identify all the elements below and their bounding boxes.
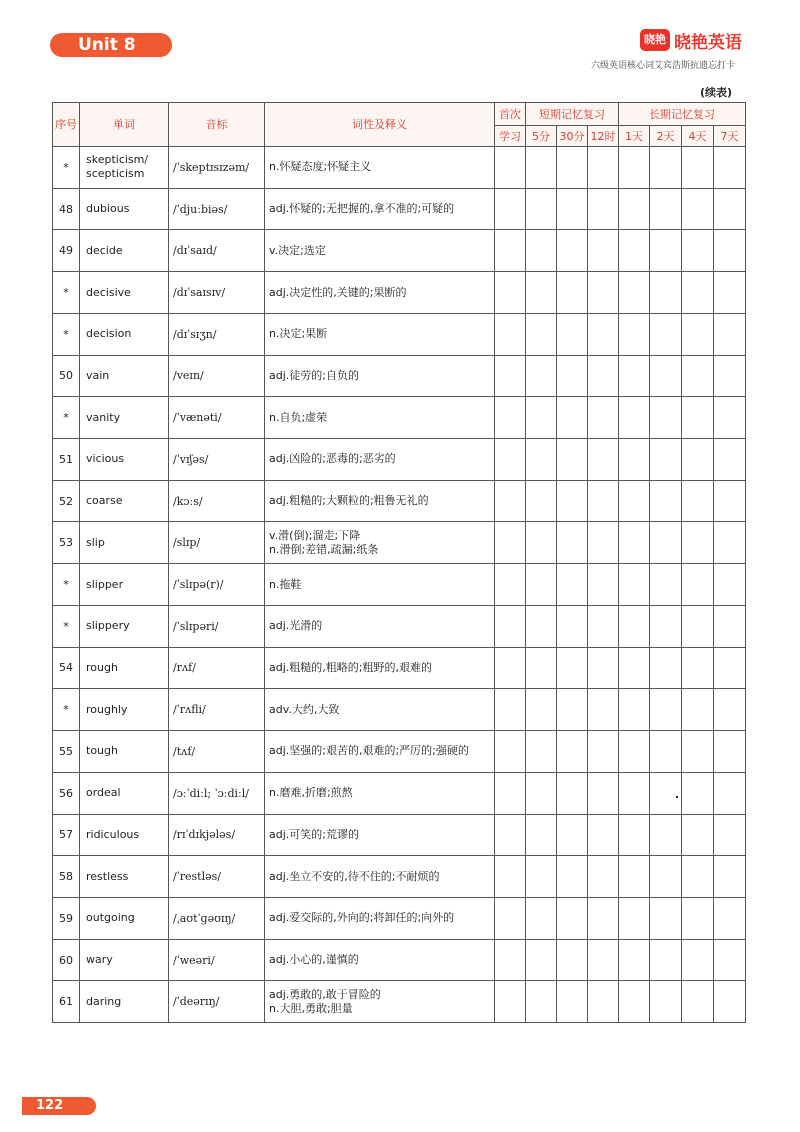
checkbox-cell[interactable] xyxy=(619,480,650,522)
checkbox-cell[interactable] xyxy=(650,564,682,606)
row-definition: adj.凶险的;恶毒的;恶劣的 xyxy=(265,439,495,481)
checkbox-cell[interactable] xyxy=(714,147,746,189)
header-first-sub: 学习 xyxy=(495,126,526,147)
checkbox-cell[interactable] xyxy=(557,355,588,397)
checkbox-cell[interactable] xyxy=(526,272,557,314)
row-phonetic: /ˈskeptɪsɪzəm/ xyxy=(169,147,265,189)
row-index: 57 xyxy=(53,814,80,856)
checkbox-cell[interactable] xyxy=(588,981,619,1023)
checkbox-cell[interactable] xyxy=(619,647,650,689)
checkbox-cell[interactable] xyxy=(526,147,557,189)
row-definition: adj.粗糙的;大颗粒的;粗鲁无礼的 xyxy=(265,480,495,522)
checkbox-cell[interactable] xyxy=(588,939,619,981)
row-definition: v.滑(倒);溜走;下降 n.滑倒;差错,疏漏;纸条 xyxy=(265,522,495,564)
checkbox-cell[interactable] xyxy=(588,147,619,189)
checkbox-cell[interactable] xyxy=(682,355,714,397)
table-row xyxy=(53,439,746,481)
header-phonetic: 音标 xyxy=(169,103,265,147)
row-definition: v.决定;选定 xyxy=(265,230,495,272)
checkbox-cell[interactable] xyxy=(682,147,714,189)
row-phonetic: /ˈvɪʃəs/ xyxy=(169,439,265,481)
table-row xyxy=(53,355,746,397)
row-word: rough xyxy=(80,647,169,689)
header-long-col: 4天 xyxy=(682,126,714,147)
header-first: 首次 xyxy=(495,103,526,126)
table-row xyxy=(53,772,746,814)
checkbox-cell[interactable] xyxy=(588,272,619,314)
row-index: 54 xyxy=(53,647,80,689)
row-phonetic: /ˈslɪpə(r)/ xyxy=(169,564,265,606)
checkbox-cell[interactable] xyxy=(588,230,619,272)
row-definition: adj.粗糙的,粗略的;粗野的,艰难的 xyxy=(265,647,495,689)
checkbox-cell[interactable] xyxy=(495,772,526,814)
checkbox-cell[interactable] xyxy=(714,856,746,898)
checkbox-cell[interactable] xyxy=(682,981,714,1023)
checkbox-cell[interactable] xyxy=(588,731,619,773)
checkbox-cell[interactable] xyxy=(682,564,714,606)
row-index: 59 xyxy=(53,897,80,939)
checkbox-cell[interactable] xyxy=(650,480,682,522)
row-definition: adj.坐立不安的,待不住的;不耐烦的 xyxy=(265,856,495,898)
table-row xyxy=(53,647,746,689)
checkbox-cell[interactable] xyxy=(526,480,557,522)
row-definition: n.拖鞋 xyxy=(265,564,495,606)
checkbox-cell[interactable] xyxy=(619,230,650,272)
checkbox-cell[interactable] xyxy=(495,564,526,606)
checkbox-cell[interactable] xyxy=(714,939,746,981)
row-index: * xyxy=(53,689,80,731)
checkbox-cell[interactable] xyxy=(588,605,619,647)
row-index: 60 xyxy=(53,939,80,981)
table-row xyxy=(53,522,746,564)
header-word: 单词 xyxy=(80,103,169,147)
checkbox-cell[interactable] xyxy=(650,230,682,272)
row-definition: adj.决定性的,关键的;果断的 xyxy=(265,272,495,314)
row-phonetic: /ˈdjuːbiəs/ xyxy=(169,188,265,230)
checkbox-cell[interactable] xyxy=(619,188,650,230)
row-phonetic: /ˌaʊtˈɡəʊɪŋ/ xyxy=(169,897,265,939)
checkbox-cell[interactable] xyxy=(526,355,557,397)
row-definition: adj.光滑的 xyxy=(265,605,495,647)
checkbox-cell[interactable] xyxy=(557,397,588,439)
checkbox-cell[interactable] xyxy=(650,897,682,939)
checkbox-cell[interactable] xyxy=(714,981,746,1023)
row-index: 55 xyxy=(53,731,80,773)
checkbox-cell[interactable] xyxy=(619,689,650,731)
checkbox-cell[interactable] xyxy=(588,814,619,856)
page-number: 122 xyxy=(22,1097,96,1115)
checkbox-cell[interactable] xyxy=(619,313,650,355)
checkbox-cell[interactable] xyxy=(714,605,746,647)
row-word: decide xyxy=(80,230,169,272)
checkbox-cell[interactable] xyxy=(526,522,557,564)
checkbox-cell[interactable] xyxy=(495,188,526,230)
checkbox-cell[interactable] xyxy=(650,856,682,898)
checkbox-cell[interactable] xyxy=(650,689,682,731)
row-word: coarse xyxy=(80,480,169,522)
row-phonetic: /ˈdeərɪŋ/ xyxy=(169,981,265,1023)
checkbox-cell[interactable] xyxy=(682,522,714,564)
checkbox-cell[interactable] xyxy=(682,689,714,731)
checkbox-cell[interactable] xyxy=(526,856,557,898)
row-word: slip xyxy=(80,522,169,564)
row-phonetic: /dɪˈsɪʒn/ xyxy=(169,313,265,355)
checkbox-cell[interactable] xyxy=(682,897,714,939)
checkbox-cell[interactable] xyxy=(526,981,557,1023)
header-short-col: 30分 xyxy=(557,126,588,147)
row-index: * xyxy=(53,272,80,314)
row-word: roughly xyxy=(80,689,169,731)
vocab-table xyxy=(52,102,746,1023)
row-definition: n.磨难,折磨;煎熬 xyxy=(265,772,495,814)
checkbox-cell[interactable] xyxy=(714,647,746,689)
checkbox-cell[interactable] xyxy=(557,147,588,189)
row-phonetic: /dɪˈsaɪd/ xyxy=(169,230,265,272)
row-word: ordeal xyxy=(80,772,169,814)
row-word: wary xyxy=(80,939,169,981)
checkbox-cell[interactable] xyxy=(650,605,682,647)
brand-logo: 晓艳 xyxy=(640,29,670,51)
checkbox-cell[interactable] xyxy=(714,313,746,355)
header-short-col: 5分 xyxy=(526,126,557,147)
brand xyxy=(640,26,742,54)
row-phonetic: /ˈrestləs/ xyxy=(169,856,265,898)
row-index: * xyxy=(53,397,80,439)
row-word: decision xyxy=(80,313,169,355)
row-definition: adj.怀疑的;无把握的,拿不准的;可疑的 xyxy=(265,188,495,230)
row-index: 53 xyxy=(53,522,80,564)
checkbox-cell[interactable] xyxy=(588,397,619,439)
table-row xyxy=(53,814,746,856)
table-row xyxy=(53,188,746,230)
row-definition: adv.大约,大致 xyxy=(265,689,495,731)
checkbox-cell[interactable] xyxy=(714,689,746,731)
row-phonetic: /dɪˈsaɪsɪv/ xyxy=(169,272,265,314)
checkbox-cell[interactable] xyxy=(557,772,588,814)
row-index: 52 xyxy=(53,480,80,522)
checkbox-cell[interactable] xyxy=(650,355,682,397)
checkbox-cell[interactable] xyxy=(714,814,746,856)
checkbox-cell[interactable] xyxy=(714,772,746,814)
header-long-col: 2天 xyxy=(650,126,682,147)
checkbox-cell[interactable] xyxy=(714,564,746,606)
checkbox-cell[interactable] xyxy=(619,272,650,314)
checkbox-cell[interactable] xyxy=(588,897,619,939)
checkbox-cell[interactable] xyxy=(495,814,526,856)
table-row xyxy=(53,897,746,939)
row-word: outgoing xyxy=(80,897,169,939)
row-index: 56 xyxy=(53,772,80,814)
row-index: 48 xyxy=(53,188,80,230)
row-phonetic: /ˈslɪpəri/ xyxy=(169,605,265,647)
checkbox-cell[interactable] xyxy=(682,272,714,314)
checkbox-cell[interactable] xyxy=(619,814,650,856)
header-short-col: 12时 xyxy=(588,126,619,147)
checkbox-cell[interactable] xyxy=(526,313,557,355)
checkbox-cell[interactable] xyxy=(526,897,557,939)
header-definition: 词性及释义 xyxy=(265,103,495,147)
checkbox-cell[interactable] xyxy=(619,564,650,606)
row-index: 58 xyxy=(53,856,80,898)
header-row xyxy=(53,103,746,126)
checkbox-cell[interactable] xyxy=(557,313,588,355)
row-phonetic: /ˈvænəti/ xyxy=(169,397,265,439)
checkbox-cell[interactable] xyxy=(557,480,588,522)
row-definition: n.决定;果断 xyxy=(265,313,495,355)
checkbox-cell[interactable] xyxy=(650,272,682,314)
checkbox-cell[interactable] xyxy=(495,856,526,898)
checkbox-cell[interactable] xyxy=(650,313,682,355)
checkbox-cell[interactable] xyxy=(495,981,526,1023)
checkbox-cell[interactable] xyxy=(495,731,526,773)
checkbox-cell[interactable] xyxy=(619,522,650,564)
checkbox-cell[interactable] xyxy=(588,772,619,814)
checkbox-cell[interactable] xyxy=(682,188,714,230)
checkbox-cell[interactable] xyxy=(495,147,526,189)
checkbox-cell[interactable] xyxy=(619,605,650,647)
checkbox-cell[interactable] xyxy=(650,439,682,481)
checkbox-cell[interactable] xyxy=(557,272,588,314)
checkbox-cell[interactable] xyxy=(495,230,526,272)
checkbox-cell[interactable] xyxy=(682,439,714,481)
row-word: vicious xyxy=(80,439,169,481)
checkbox-cell[interactable] xyxy=(619,731,650,773)
row-phonetic: /ˈrʌfli/ xyxy=(169,689,265,731)
checkbox-cell[interactable] xyxy=(588,522,619,564)
row-index: 61 xyxy=(53,981,80,1023)
checkbox-cell[interactable] xyxy=(557,981,588,1023)
checkbox-cell[interactable] xyxy=(557,939,588,981)
checkbox-cell[interactable] xyxy=(495,647,526,689)
checkbox-cell[interactable] xyxy=(557,731,588,773)
checkbox-cell[interactable] xyxy=(682,230,714,272)
checkbox-cell[interactable] xyxy=(557,897,588,939)
row-definition: adj.坚强的;艰苦的,艰难的;严厉的;强硬的 xyxy=(265,731,495,773)
row-phonetic: /ˈweəri/ xyxy=(169,939,265,981)
checkbox-cell[interactable] xyxy=(495,439,526,481)
row-definition: n.自负;虚荣 xyxy=(265,397,495,439)
checkbox-cell[interactable] xyxy=(526,605,557,647)
checkbox-cell[interactable] xyxy=(682,814,714,856)
checkbox-cell[interactable] xyxy=(495,397,526,439)
checkbox-cell[interactable] xyxy=(619,897,650,939)
row-index: * xyxy=(53,147,80,189)
checkbox-cell[interactable] xyxy=(557,856,588,898)
header-short-term: 短期记忆复习 xyxy=(526,103,619,126)
checkbox-cell[interactable] xyxy=(495,522,526,564)
checkbox-cell[interactable] xyxy=(588,355,619,397)
row-phonetic: /rʌf/ xyxy=(169,647,265,689)
checkbox-cell[interactable] xyxy=(682,731,714,773)
checkbox-cell[interactable] xyxy=(526,647,557,689)
table-row xyxy=(53,939,746,981)
checkbox-cell[interactable] xyxy=(682,939,714,981)
checkbox-cell[interactable] xyxy=(714,397,746,439)
unit-tag: Unit 8 xyxy=(50,33,172,57)
stray-mark xyxy=(676,796,678,798)
checkbox-cell[interactable] xyxy=(588,480,619,522)
checkbox-cell[interactable] xyxy=(682,856,714,898)
checkbox-cell[interactable] xyxy=(588,856,619,898)
checkbox-cell[interactable] xyxy=(619,397,650,439)
checkbox-cell[interactable] xyxy=(619,856,650,898)
checkbox-cell[interactable] xyxy=(650,147,682,189)
row-word: vain xyxy=(80,355,169,397)
checkbox-cell[interactable] xyxy=(650,939,682,981)
row-word: vanity xyxy=(80,397,169,439)
checkbox-cell[interactable] xyxy=(619,981,650,1023)
row-index: 49 xyxy=(53,230,80,272)
table-row xyxy=(53,272,746,314)
checkbox-cell[interactable] xyxy=(650,397,682,439)
book-subtitle: 六级英语核心词艾宾浩斯抗遗忘打卡 xyxy=(591,61,736,71)
checkbox-cell[interactable] xyxy=(557,689,588,731)
row-definition: adj.可笑的;荒谬的 xyxy=(265,814,495,856)
checkbox-cell[interactable] xyxy=(714,230,746,272)
checkbox-cell[interactable] xyxy=(714,480,746,522)
checkbox-cell[interactable] xyxy=(526,230,557,272)
checkbox-cell[interactable] xyxy=(526,689,557,731)
row-word: skepticism/ scepticism xyxy=(80,147,169,189)
checkbox-cell[interactable] xyxy=(588,439,619,481)
checkbox-cell[interactable] xyxy=(588,188,619,230)
checkbox-cell[interactable] xyxy=(495,355,526,397)
brand-name: 晓艳英语 xyxy=(674,32,742,53)
checkbox-cell[interactable] xyxy=(495,689,526,731)
checkbox-cell[interactable] xyxy=(714,897,746,939)
row-word: ridiculous xyxy=(80,814,169,856)
checkbox-cell[interactable] xyxy=(619,147,650,189)
checkbox-cell[interactable] xyxy=(557,188,588,230)
row-phonetic: /tʌf/ xyxy=(169,731,265,773)
table-row xyxy=(53,731,746,773)
checkbox-cell[interactable] xyxy=(495,605,526,647)
table-row xyxy=(53,981,746,1023)
checkbox-cell[interactable] xyxy=(650,522,682,564)
row-word: slippery xyxy=(80,605,169,647)
checkbox-cell[interactable] xyxy=(682,480,714,522)
checkbox-cell[interactable] xyxy=(588,564,619,606)
checkbox-cell[interactable] xyxy=(557,647,588,689)
table-row xyxy=(53,605,746,647)
checkbox-cell[interactable] xyxy=(714,731,746,773)
row-index: * xyxy=(53,564,80,606)
checkbox-cell[interactable] xyxy=(557,439,588,481)
row-phonetic: /slɪp/ xyxy=(169,522,265,564)
checkbox-cell[interactable] xyxy=(526,564,557,606)
checkbox-cell[interactable] xyxy=(557,522,588,564)
row-definition: adj.徒劳的;自负的 xyxy=(265,355,495,397)
checkbox-cell[interactable] xyxy=(557,814,588,856)
checkbox-cell[interactable] xyxy=(619,939,650,981)
table-row xyxy=(53,564,746,606)
checkbox-cell[interactable] xyxy=(650,188,682,230)
checkbox-cell[interactable] xyxy=(714,272,746,314)
row-index: 51 xyxy=(53,439,80,481)
checkbox-cell[interactable] xyxy=(650,814,682,856)
table-row xyxy=(53,397,746,439)
checkbox-cell[interactable] xyxy=(619,355,650,397)
checkbox-cell[interactable] xyxy=(714,188,746,230)
checkbox-cell[interactable] xyxy=(588,647,619,689)
row-definition: n.怀疑态度;怀疑主义 xyxy=(265,147,495,189)
checkbox-cell[interactable] xyxy=(526,439,557,481)
row-word: restless xyxy=(80,856,169,898)
checkbox-cell[interactable] xyxy=(526,397,557,439)
row-definition: adj.勇敢的,敢于冒险的 n.大胆,勇敢;胆量 xyxy=(265,981,495,1023)
row-phonetic: /ɔːˈdiːl; ˈɔːdiːl/ xyxy=(169,772,265,814)
row-word: dubious xyxy=(80,188,169,230)
row-phonetic: /rɪˈdɪkjələs/ xyxy=(169,814,265,856)
table-row xyxy=(53,313,746,355)
row-word: decisive xyxy=(80,272,169,314)
continued-label: (续表) xyxy=(700,86,733,99)
checkbox-cell[interactable] xyxy=(650,772,682,814)
checkbox-cell[interactable] xyxy=(495,272,526,314)
checkbox-cell[interactable] xyxy=(495,480,526,522)
checkbox-cell[interactable] xyxy=(619,439,650,481)
checkbox-cell[interactable] xyxy=(557,230,588,272)
checkbox-cell[interactable] xyxy=(495,313,526,355)
checkbox-cell[interactable] xyxy=(526,939,557,981)
table-row xyxy=(53,689,746,731)
header-long-col: 7天 xyxy=(714,126,746,147)
row-phonetic: /kɔːs/ xyxy=(169,480,265,522)
checkbox-cell[interactable] xyxy=(526,814,557,856)
checkbox-cell[interactable] xyxy=(682,772,714,814)
row-word: tough xyxy=(80,731,169,773)
row-index: 50 xyxy=(53,355,80,397)
header-index: 序号 xyxy=(53,103,80,147)
checkbox-cell[interactable] xyxy=(714,522,746,564)
checkbox-cell[interactable] xyxy=(557,605,588,647)
row-word: daring xyxy=(80,981,169,1023)
checkbox-cell[interactable] xyxy=(650,981,682,1023)
checkbox-cell[interactable] xyxy=(714,439,746,481)
checkbox-cell[interactable] xyxy=(557,564,588,606)
row-phonetic: /veɪn/ xyxy=(169,355,265,397)
checkbox-cell[interactable] xyxy=(682,313,714,355)
checkbox-cell[interactable] xyxy=(526,188,557,230)
checkbox-cell[interactable] xyxy=(526,731,557,773)
checkbox-cell[interactable] xyxy=(650,647,682,689)
checkbox-cell[interactable] xyxy=(495,897,526,939)
checkbox-cell[interactable] xyxy=(619,772,650,814)
row-index: * xyxy=(53,313,80,355)
checkbox-cell[interactable] xyxy=(588,689,619,731)
checkbox-cell[interactable] xyxy=(526,772,557,814)
checkbox-cell[interactable] xyxy=(682,397,714,439)
checkbox-cell[interactable] xyxy=(682,647,714,689)
checkbox-cell[interactable] xyxy=(588,313,619,355)
row-definition: adj.爱交际的,外向的;将卸任的;向外的 xyxy=(265,897,495,939)
row-index: * xyxy=(53,605,80,647)
checkbox-cell[interactable] xyxy=(714,355,746,397)
header-long-col: 1天 xyxy=(619,126,650,147)
row-word: slipper xyxy=(80,564,169,606)
checkbox-cell[interactable] xyxy=(682,605,714,647)
row-definition: adj.小心的,谨慎的 xyxy=(265,939,495,981)
table-row xyxy=(53,856,746,898)
table-row xyxy=(53,147,746,189)
table-row xyxy=(53,480,746,522)
checkbox-cell[interactable] xyxy=(650,731,682,773)
table-row xyxy=(53,230,746,272)
header-long-term: 长期记忆复习 xyxy=(619,103,746,126)
checkbox-cell[interactable] xyxy=(495,939,526,981)
